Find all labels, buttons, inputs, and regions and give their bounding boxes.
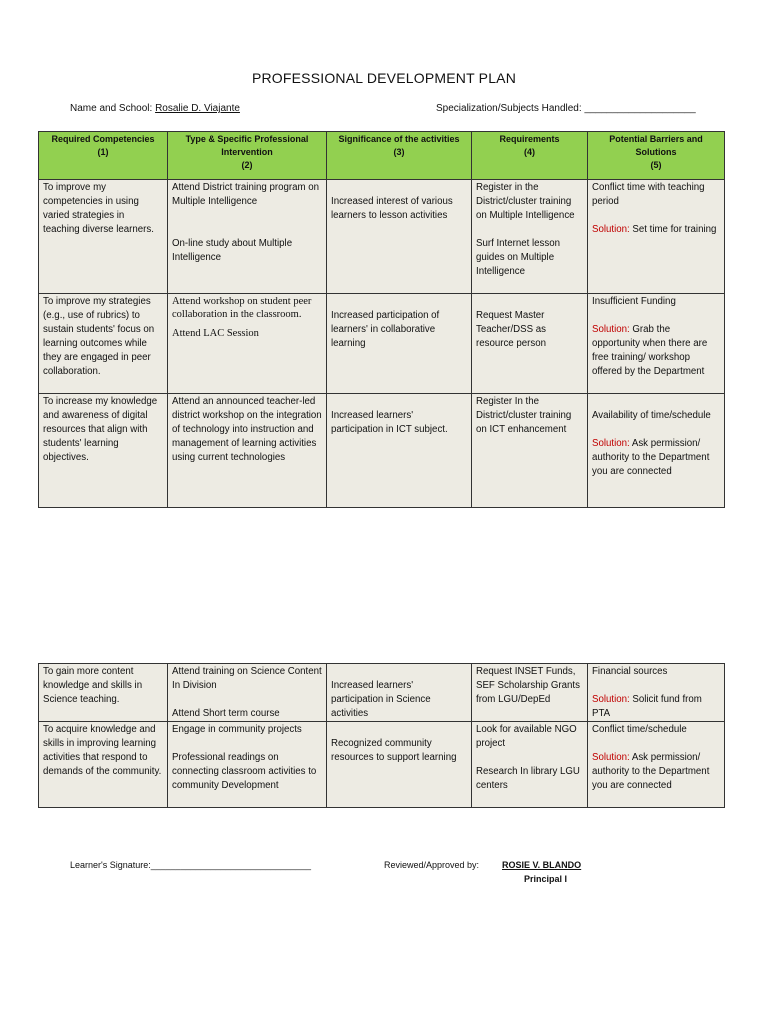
solution-label: Solution: <box>592 752 630 763</box>
intervention-cell: Attend workshop on student peer collaboration in the classroom. Attend LAC Session <box>168 294 327 394</box>
barrier-cell: Insufficient Funding Solution: Grab the opportunity when there are free training/ workshop offered by the Department <box>588 294 725 394</box>
document-title: PROFESSIONAL DEVELOPMENT PLAN <box>251 70 517 86</box>
competency-cell: To improve my competencies in using varied strategies in teaching diverse learners. <box>39 180 168 294</box>
approver-name: ROSIE V. BLANDO <box>502 860 582 870</box>
signature-label: Learner's Signature: <box>70 860 151 870</box>
table-row <box>39 394 725 508</box>
name-value: Rosalie D. Viajante <box>155 103 240 114</box>
solution-label: Solution: <box>592 438 630 449</box>
spec-label: Specialization/Subjects Handled: <box>436 103 585 114</box>
table-row <box>39 294 725 394</box>
intervention-cell: Attend District training program on Multiple Intelligence On-line study about Multiple Intelligence <box>168 180 327 294</box>
header-intervention: Type & Specific Professional Intervention (2) <box>168 132 327 180</box>
specialization <box>436 103 696 114</box>
intervention-cell: Engage in community projects Professional readings on connecting classroom activities to community Development <box>168 722 327 808</box>
table-header-row <box>39 132 725 180</box>
table-row <box>39 664 725 722</box>
solution-label: Solution: <box>592 224 630 235</box>
significance-cell: Increased interest of various learners to lesson activities <box>327 180 472 294</box>
name-and-school <box>70 103 240 114</box>
intervention-cell: Attend an announced teacher-led district workshop on the integration of technology into instruction and management of learning activities using current technologies <box>168 394 327 508</box>
table-row <box>39 722 725 808</box>
barrier-cell: Availability of time/schedule Solution: Ask permission/ authority to the Department you are connected <box>588 394 725 508</box>
solution-label: Solution: <box>592 694 630 705</box>
intervention-cell: Attend training on Science Content In Division Attend Short term course <box>168 664 327 722</box>
barrier-cell: Financial sources Solution: Solicit fund from PTA <box>588 664 725 722</box>
solution-label: Solution: <box>592 324 630 335</box>
requirements-cell: Request INSET Funds, SEF Scholarship Grants from LGU/DepEd <box>472 664 588 722</box>
competency-cell: To gain more content knowledge and skills in Science teaching. <box>39 664 168 722</box>
name-label: Name and School: <box>70 103 156 114</box>
header-significance: Significance of the activities (3) <box>327 132 472 180</box>
header-barriers: Potential Barriers and Solutions (5) <box>588 132 725 180</box>
table-row <box>39 180 725 294</box>
requirements-cell: Register In the District/cluster training on ICT enhancement <box>472 394 588 508</box>
learner-signature <box>70 860 311 870</box>
requirements-cell: Register in the District/cluster training on Multiple Intelligence Surf Internet lesson guides on Multiple Intelligence <box>472 180 588 294</box>
competency-cell: To improve my strategies (e.g., use of rubrics) to sustain students' focus on learning outcomes while they are engaged in peer collaboration. <box>39 294 168 394</box>
competency-cell: To acquire knowledge and skills in improving learning activities that respond to demands of the community. <box>39 722 168 808</box>
header-requirements: Requirements (4) <box>472 132 588 180</box>
signature-line: ________________________________ <box>150 860 311 870</box>
header-competencies: Required Competencies (1) <box>39 132 168 180</box>
approver-title: Principal I <box>524 874 568 884</box>
significance-cell: Increased participation of learners' in collaborative learning <box>327 294 472 394</box>
plan-table-1 <box>38 131 725 508</box>
competency-cell: To increase my knowledge and awareness of digital resources that align with students' learning objectives. <box>39 394 168 508</box>
significance-cell: Increased learners' participation in ICT subject. <box>327 394 472 508</box>
reviewed-label: Reviewed/Approved by: <box>384 860 480 870</box>
spec-blank: ____________________ <box>584 103 696 114</box>
requirements-cell: Look for available NGO project Research In library LGU centers <box>472 722 588 808</box>
barrier-cell: Conflict time/schedule Solution: Ask permission/ authority to the Department you are connected <box>588 722 725 808</box>
barrier-cell: Conflict time with teaching period Solution: Set time for training <box>588 180 725 294</box>
significance-cell: Recognized community resources to support learning <box>327 722 472 808</box>
plan-table-2 <box>38 663 725 808</box>
requirements-cell: Request Master Teacher/DSS as resource person <box>472 294 588 394</box>
significance-cell: Increased learners' participation in Science activities <box>327 664 472 722</box>
